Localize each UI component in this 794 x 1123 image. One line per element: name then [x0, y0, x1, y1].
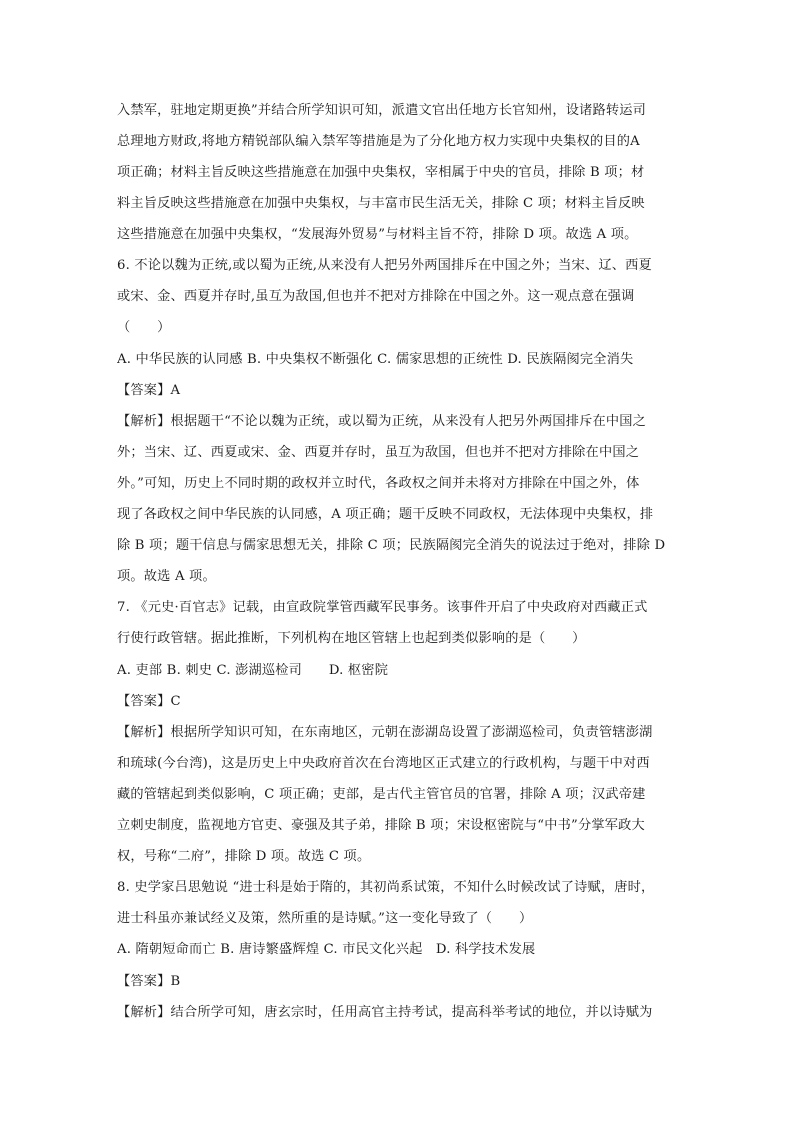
- text-line: 这些措施意在加强中央集权，“发展海外贸易”与材料主旨不符，排除 D 项。故选 A 项。: [117, 227, 638, 242]
- text-line: 项。故选 A 项。: [117, 569, 216, 584]
- text-line: 进士科虽亦兼试经义及策，然所重的是诗赋。”这一变化导致了（ ）: [117, 911, 533, 926]
- analysis-paragraph: 【解析】根据所学知识可知，在东南地区，元朝在澎湖岛设置了澎湖巡检司，负责管辖澎湖: [117, 725, 653, 740]
- analysis-paragraph: 【解析】结合所学可知，唐玄宗时，任用高官主持考试，提高科举考试的地位，并以诗赋为: [117, 1005, 653, 1020]
- answer-label: 【答案】B: [117, 974, 181, 989]
- text-line: 行使行政管辖。据此推断，下列机构在地区管辖上也起到类似影响的是（ ）: [117, 631, 586, 646]
- text-line: 料主旨反映这些措施意在加强中央集权，与丰富市民生活无关，排除 C 项；材料主旨反映: [117, 196, 645, 211]
- answer-label: 【答案】A: [117, 383, 181, 398]
- text-line: 立刺史制度，监视地方官吏、豪强及其子弟，排除 B 项；宋设枢密院与“中书”分掌军政大: [117, 818, 645, 833]
- answer-label: 【答案】C: [117, 694, 181, 709]
- question-6-options: A. 中华民族的认同感 B. 中央集权不断强化 C. 儒家思想的正统性 D. 民族隔阂完全消失: [117, 352, 634, 367]
- question-8-options: A. 隋朝短命而亡 B. 唐诗繁盛辉煌 C. 市民文化兴起 D. 科学技术发展: [117, 942, 536, 957]
- text-line: 外。”可知，历史上不同时期的政权并立时代，各政权之间并未将对方排除在中国之外，体: [117, 476, 640, 491]
- text-line: 权，号称“二府”，排除 D 项。故选 C 项。: [117, 849, 371, 864]
- question-6-stem: 6. 不论以魏为正统,或以蜀为正统,从来没有人把另外两国排斥在中国之外；当宋、辽、西夏: [117, 258, 652, 273]
- question-7-options: A. 吏部 B. 刺史 C. 澎湖巡检司 D. 枢密院: [117, 663, 389, 678]
- text-line: 除 B 项；题干信息与儒家思想无关，排除 C 项；民族隔阂完全消失的说法过于绝对，排除 D: [117, 538, 666, 553]
- text-line: 藏的管辖起到类似影响，C 项正确；吏部，是古代主管官员的官署，排除 A 项；汉武帝建: [117, 787, 646, 802]
- text-line: 或宋、金、西夏并存时,虽互为敌国,但也并不把对方排除在中国之外。这一观点意在强调: [117, 289, 635, 304]
- question-7-stem: 7. 《元史·百官志》记载，由宣政院掌管西藏军民事务。该事件开启了中央政府对西藏正式: [117, 600, 648, 615]
- text-line: 项正确；材料主旨反映这些措施意在加强中央集权，宰相属于中央的官员，排除 B 项；材: [117, 165, 645, 180]
- analysis-paragraph: 【解析】根据题干“不论以魏为正统，或以蜀为正统，从来没有人把另外两国排斥在中国之: [117, 414, 647, 429]
- text-line: 外；当宋、辽、西夏或宋、金、西夏并存时，虽互为敌国，但也并不把对方排除在中国之: [117, 445, 640, 460]
- text-line: 总理地方财政,将地方精锐部队编入禁军等措施是为了分化地方权力实现中央集权的目的A: [117, 134, 640, 149]
- answer-blank: （ ）: [117, 320, 171, 335]
- text-line: 入禁军，驻地定期更换”并结合所学知识可知，派遣文官出任地方长官知州，设诸路转运司: [117, 103, 647, 118]
- question-8-stem: 8. 史学家吕思勉说 “进士科是始于隋的，其初尚系试策，不知什么时候改试了诗赋，唐时，: [117, 880, 655, 895]
- text-line: 和琉球(今台湾)，这是历史上中央政府首次在台湾地区正式建立的行政机构，与题干中对西: [117, 756, 650, 771]
- text-line: 现了各政权之间中华民族的认同感，A 项正确；题干反映不同政权，无法体现中央集权，排: [117, 507, 654, 522]
